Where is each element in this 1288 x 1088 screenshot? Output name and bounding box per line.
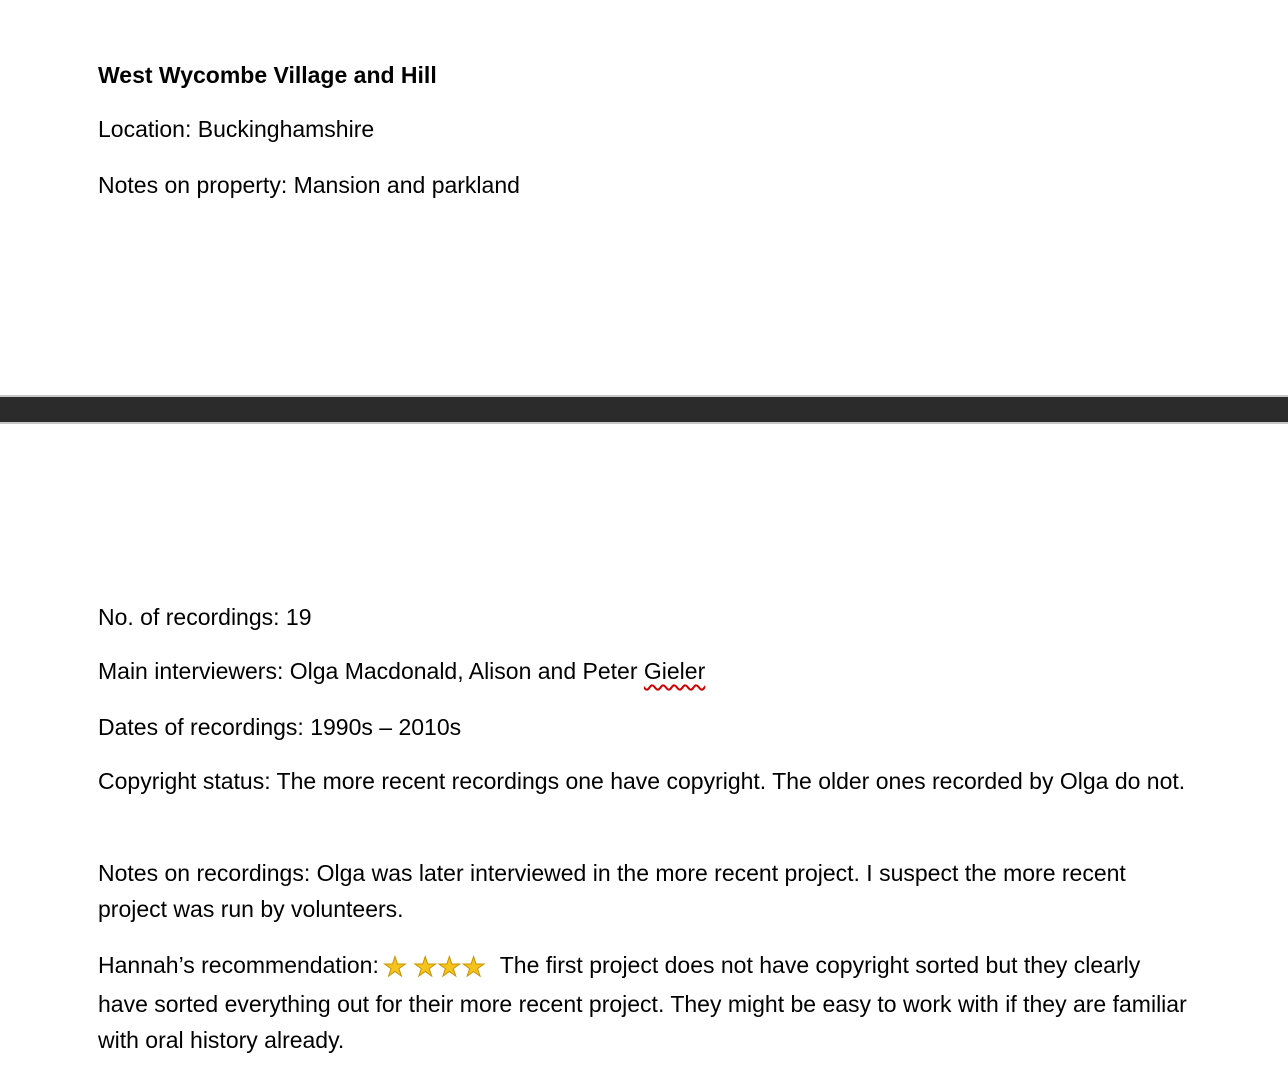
recordings-count-line: No. of recordings: 19 <box>98 604 312 630</box>
notes-on-recordings-paragraph: Notes on recordings: Olga was later interviewed in the more recent project. I suspect the more recent project was run by volunteers. <box>98 860 1126 922</box>
interviewers-text: Main interviewers: Olga Macdonald, Alison and Peter <box>98 658 644 684</box>
misspelled-word[interactable]: Gieler <box>643 658 706 684</box>
document-page-1 <box>0 0 1288 395</box>
recommendation-paragraph <box>98 947 1193 1058</box>
copyright-status-paragraph: Copyright status: The more recent recordings one have copyright. The older ones recorded by Olga do not. <box>98 768 1186 794</box>
dates-line: Dates of recordings: 1990s – 2010s <box>98 714 462 740</box>
recommendation-label: Hannah’s recommendation: <box>98 952 379 978</box>
notes-on-property-line: Notes on property: Mansion and parkland <box>98 172 520 198</box>
location-line: Location: Buckinghamshire <box>98 116 375 142</box>
star-icon: ★ <box>437 952 462 982</box>
recommendation-text: The first project does not have copyright sorted but they clearly have sorted everything out for their more recent project. They might be easy to work with if they are familiar with oral history already. <box>98 952 1187 1053</box>
page-break <box>0 395 1288 424</box>
property-title: West Wycombe Village and Hill <box>98 62 437 88</box>
document-page-2 <box>0 424 1288 1088</box>
star-icon: ★ <box>461 952 486 982</box>
interviewers-line <box>98 653 1193 689</box>
star-icon: ★ <box>413 952 438 982</box>
star-rating <box>383 950 486 986</box>
star-icon: ★ <box>382 952 408 982</box>
